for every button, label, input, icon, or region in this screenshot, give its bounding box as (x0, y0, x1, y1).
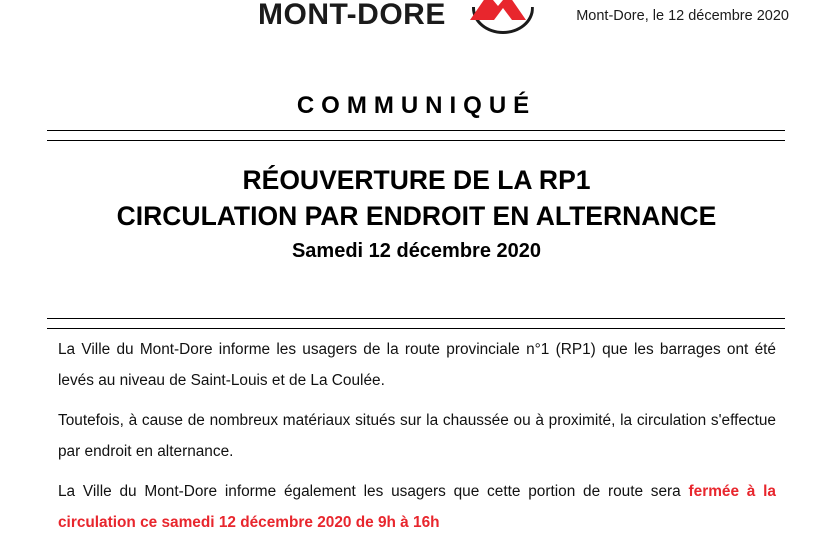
divider-top-2 (47, 140, 785, 141)
document-kicker: COMMUNIQUÉ (296, 92, 537, 119)
document-title-line-1: RÉOUVERTURE DE LA RP1 (242, 165, 591, 195)
divider-body-1 (47, 318, 785, 319)
body-paragraph-3-text-1: La Ville du Mont-Dore informe également les usagers que cette portion de route sera (58, 483, 689, 500)
logo-mountain-icon (466, 0, 538, 26)
document-date: Mont-Dore, le 12 décembre 2020 (576, 8, 789, 24)
logo-text: MONT-DORE (258, 0, 446, 31)
document-title (0, 162, 833, 234)
document-body (58, 334, 776, 547)
document-title-line-2: CIRCULATION PAR ENDROIT EN ALTERNANCE (116, 201, 717, 231)
body-paragraph-3 (58, 476, 776, 538)
logo-block (258, 0, 544, 38)
body-paragraph-1: La Ville du Mont-Dore informe les usagers de la route provinciale n°1 (RP1) que les barrages ont été levés au niveau de Saint-Louis et de La Coulée. (58, 341, 776, 389)
body-paragraph-2: Toutefois, à cause de nombreux matériaux situés sur la chaussée ou à proximité, la circulation s'effectue par endroit en alternance. (58, 412, 776, 460)
body-paragraph-3-highlight: fermée à (688, 483, 756, 500)
mont-dore-mountain-logo-icon (460, 0, 544, 38)
divider-body-2 (47, 328, 785, 329)
divider-top-1 (47, 130, 785, 131)
body-paragraph-3-text-2: la circulation ce samedi 12 décembre 2020 de 9h à 16h (58, 483, 776, 531)
document-header (0, 0, 833, 48)
document-subtitle: Samedi 12 décembre 2020 (291, 240, 542, 262)
